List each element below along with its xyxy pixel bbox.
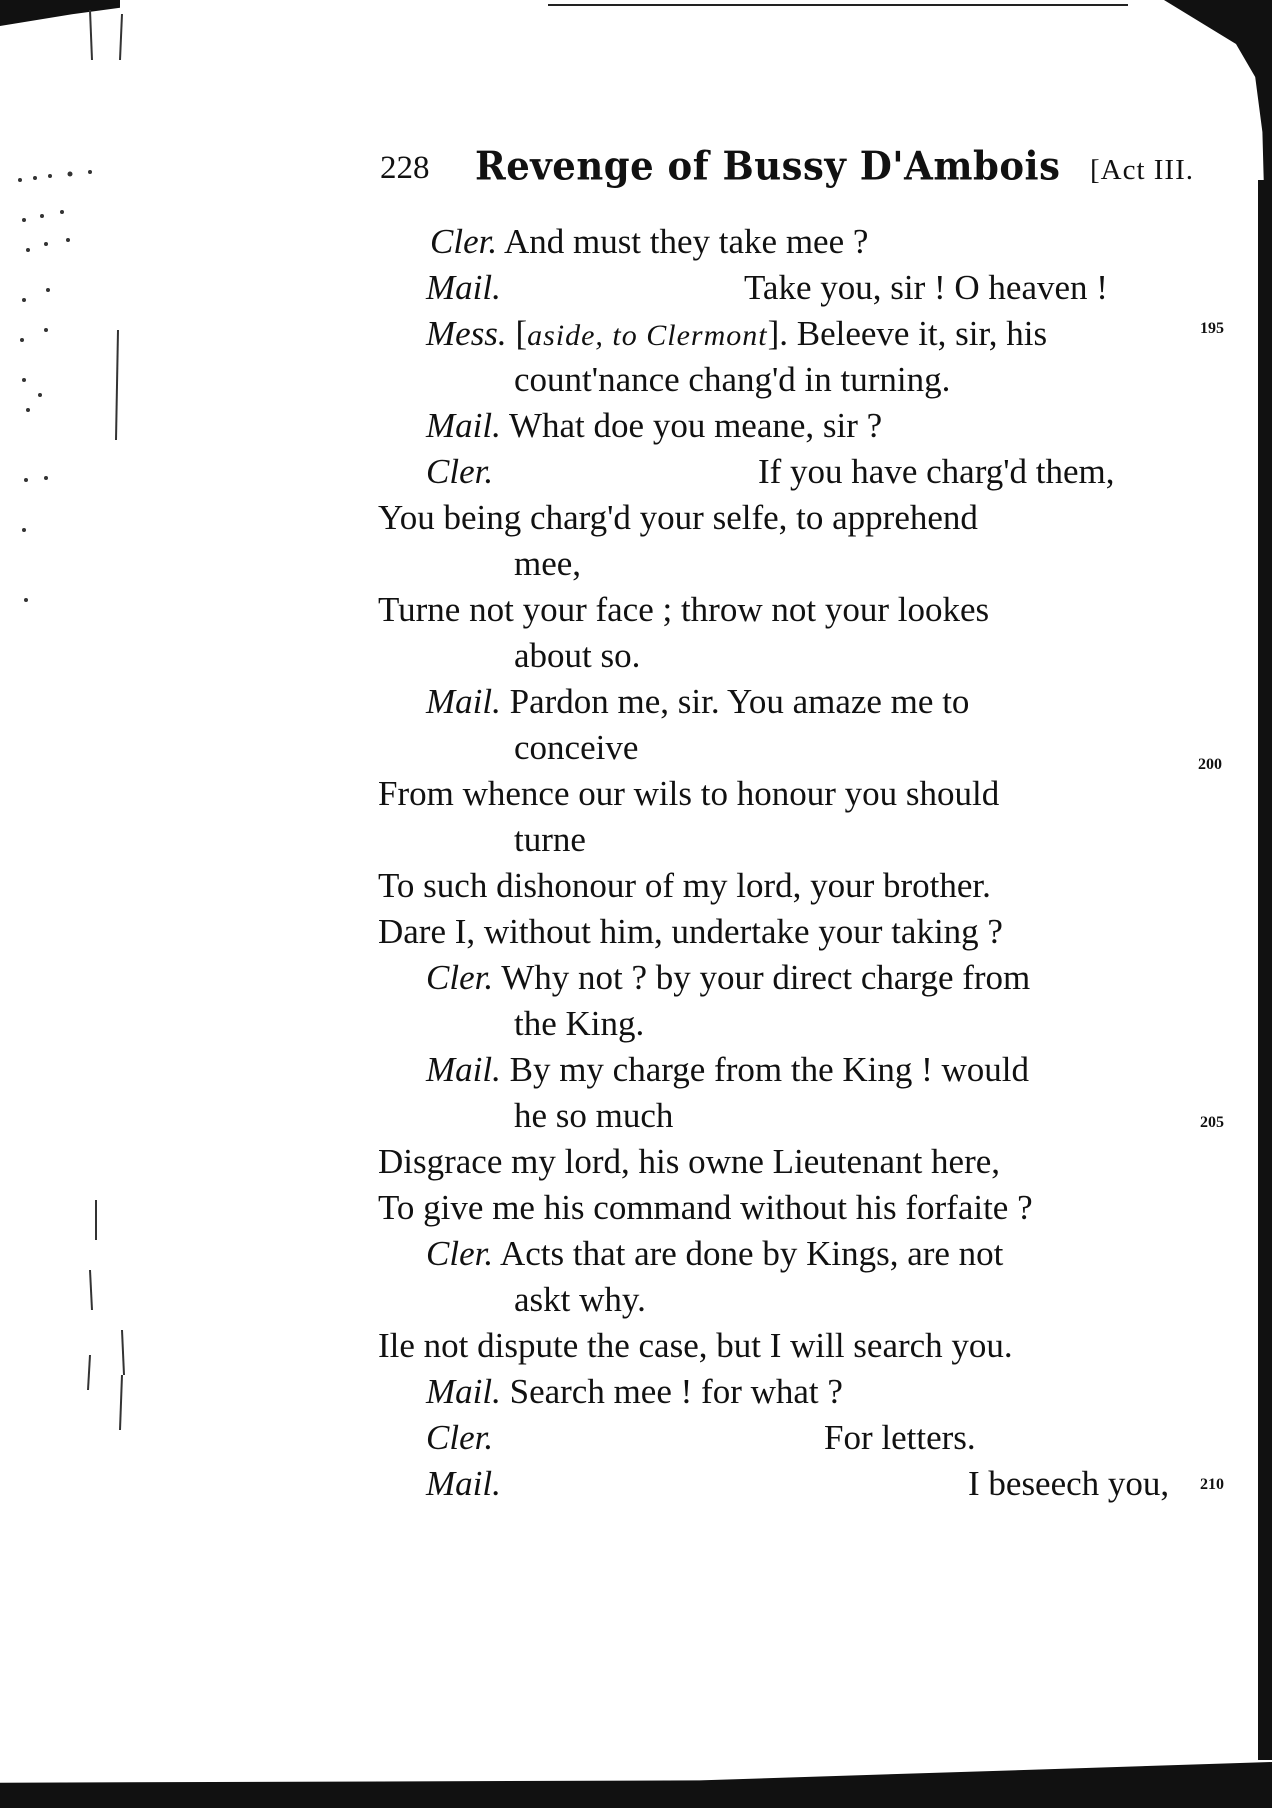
speaker-name: Cler. — [426, 452, 494, 491]
verse-line — [426, 1372, 843, 1412]
verse-text: Search mee ! for what ? — [509, 1372, 843, 1411]
speaker-name: Mail. — [426, 1464, 501, 1503]
verse-text: Pardon me, sir. You amaze me to — [509, 682, 970, 721]
stage-direction-bracket: [ — [515, 314, 528, 353]
verse-text: By my charge from the King ! would — [509, 1050, 1030, 1089]
verse-line — [426, 406, 882, 446]
speaker-name: Mail. — [426, 1372, 501, 1411]
verse-line — [426, 314, 1047, 356]
line-number: 205 — [1200, 1114, 1224, 1131]
verse-text: If you have charg'd them, — [758, 452, 1115, 491]
verse-text: And must they take mee ? — [503, 222, 869, 261]
verse-line — [378, 912, 1003, 952]
verse-line — [426, 682, 969, 722]
verse-text: mee, — [514, 544, 582, 583]
line-number: 200 — [1198, 756, 1222, 773]
speaker-name: Mail. — [426, 682, 501, 721]
margin-specks — [0, 0, 140, 1808]
verse-text: You being charg'd your selfe, to apprehend — [378, 498, 978, 537]
verse-line — [378, 774, 999, 814]
verse-text: askt why. — [514, 1280, 646, 1319]
verse-line — [426, 268, 1206, 308]
speaker-name: Mail. — [426, 1050, 501, 1089]
verse-text: What doe you meane, sir ? — [508, 406, 883, 445]
speaker-name: Cler. — [426, 958, 494, 997]
scan-shadow-bottom — [0, 1762, 1272, 1808]
verse-text: Why not ? by your direct charge from — [501, 958, 1031, 997]
verse-text: Acts that are done by Kings, are not — [499, 1234, 1004, 1273]
verse-text: Take you, sir ! O heaven ! — [744, 268, 1108, 307]
verse-line — [426, 958, 1030, 998]
verse-text: turne — [514, 820, 586, 859]
verse-line — [378, 1326, 1013, 1366]
verse-line — [514, 1280, 646, 1320]
verse-text: To such dishonour of my lord, your brother. — [378, 866, 991, 905]
scan-edge-right — [1258, 180, 1272, 1760]
verse-line — [514, 1004, 644, 1044]
verse-text: To give me his command without his forfaite ? — [378, 1188, 1033, 1227]
verse-line — [430, 222, 868, 262]
stage-direction-bracket: ]. — [767, 314, 788, 353]
speaker-name: Mail. — [426, 406, 501, 445]
verse-text: count'nance chang'd in turning. — [514, 360, 951, 399]
verse-text: Dare I, without him, undertake your taking ? — [378, 912, 1003, 951]
page-number: 228 — [380, 150, 430, 186]
verse-line — [378, 866, 991, 906]
verse-line — [514, 636, 640, 676]
verse-text: For letters. — [824, 1418, 976, 1457]
verse-line — [378, 1188, 1033, 1228]
verse-line — [514, 728, 638, 768]
verse-line — [426, 1234, 1003, 1274]
verse-text: Turne not your face ; throw not your lookes — [378, 590, 990, 629]
verse-text: I beseech you, — [968, 1464, 1170, 1503]
stage-direction: aside, to Clermont — [527, 319, 768, 352]
line-number: 210 — [1200, 1476, 1224, 1493]
act-indicator: [Act III. — [1090, 154, 1195, 186]
scan-edge-top — [548, 4, 1128, 6]
verse-text: Beleeve it, sir, his — [796, 314, 1048, 353]
verse-line — [426, 452, 1206, 492]
speaker-name: Mail. — [426, 268, 501, 307]
verse-text: he so much — [514, 1096, 674, 1135]
verse-line — [426, 1464, 1206, 1504]
speaker-name: Cler. — [426, 1418, 494, 1457]
line-number: 195 — [1200, 320, 1224, 337]
verse-line — [378, 1142, 1000, 1182]
verse-line — [426, 1418, 1206, 1458]
running-head — [380, 142, 1220, 206]
verse-text: From whence our wils to honour you should — [378, 774, 1000, 813]
verse-text: Disgrace my lord, his owne Lieutenant here, — [378, 1142, 1001, 1181]
verse-line — [378, 498, 978, 538]
verse-line — [514, 820, 586, 860]
verse-line — [378, 590, 989, 630]
speaker-name: Mess. — [426, 314, 507, 353]
verse-line — [426, 1050, 1029, 1090]
verse-text: the King. — [514, 1004, 645, 1043]
book-title: Revenge of Bussy D'Ambois — [475, 142, 1061, 190]
verse-text: about so. — [514, 636, 641, 675]
speaker-name: Cler. — [430, 222, 498, 261]
verse-text: Ile not dispute the case, but I will search you. — [378, 1326, 1013, 1365]
verse-line — [514, 360, 950, 400]
verse-line — [514, 544, 581, 584]
verse-text: conceive — [514, 728, 639, 767]
speaker-name: Cler. — [426, 1234, 494, 1273]
verse-line — [514, 1096, 673, 1136]
